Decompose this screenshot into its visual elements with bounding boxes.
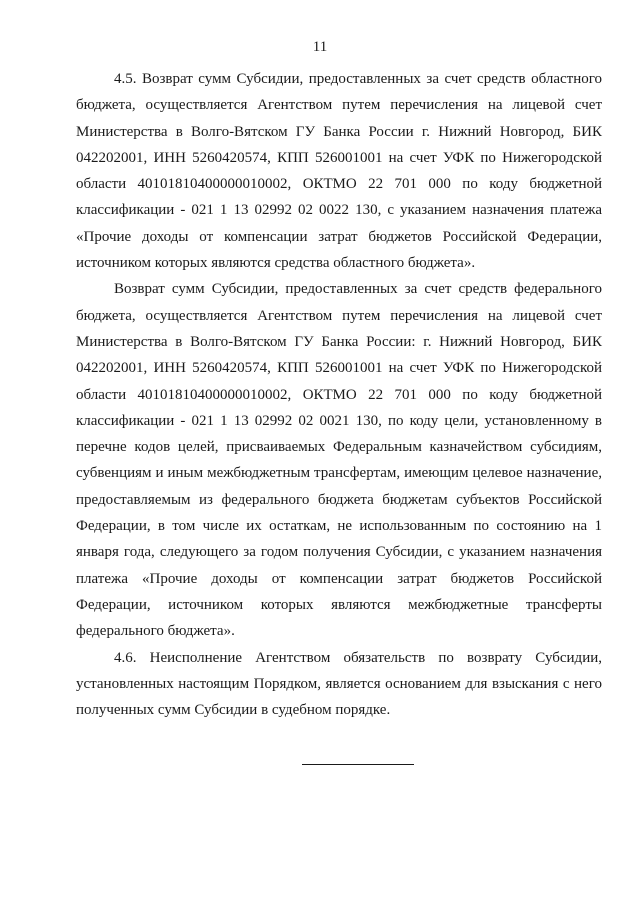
paragraph-4-6-non-fulfillment: 4.6. Неисполнение Агентством обязательств по возврату Субсидии, установленных настоящим Порядком, является основанием для взыскания с него полученных сумм Субсидии в судебном порядке. bbox=[76, 649, 602, 719]
paragraph-federal-budget-refund: Возврат сумм Субсидии, предоставленных за счет средств федерального бюджета, осуществляется Агентством путем перечисления на лицевой счет Министерства в Волго-Вятском ГУ Банка России: г. Нижний Новгород, БИК 042202001, ИНН 5260420574, КПП 526001001 на счет УФК по Нижегородской области 40101810400000010002, ОКТМО 22 701 000 по коду бюджетной классификации - 021 1 13 02992 02 0021 130, по коду цели, установленному в перечне кодов целей, присваиваемых Федеральным казначейством субсидиям, субвенциям и иным межбюджетным трансфертам, имеющим целевое назначение, предоставляемым из федерального бюджета бюджетам субъектов Российской Федерации, в том числе их остаткам, не использованным по состоянию на 1 января года, следующего за годом получения Субсидии, с указанием назначения платежа «Прочие доходы от компенсации затрат бюджетов Российской Федерации, источником которых являются межбюджетные трансферты федерального бюджета». bbox=[76, 281, 602, 640]
end-of-document-rule bbox=[302, 764, 414, 765]
page-number: 11 bbox=[312, 39, 328, 55]
paragraph-4-5-regional-budget-refund: 4.5. Возврат сумм Субсидии, предоставленных за счет средств областного бюджета, осуществляется Агентством путем перечисления на лицевой счет Министерства в Волго-Вятском ГУ Банка России г. Нижний Новгород, БИК 042202001, ИНН 5260420574, КПП 526001001 на счет УФК по Нижегородской области 40101810400000010002, ОКТМО 22 701 000 по коду бюджетной классификации - 021 1 13 02992 02 0022 130, с указанием назначения платежа «Прочие доходы от компенсации затрат бюджетов Российской Федерации, источником которых являются средства областного бюджета». bbox=[76, 71, 602, 272]
document-body bbox=[76, 66, 602, 723]
